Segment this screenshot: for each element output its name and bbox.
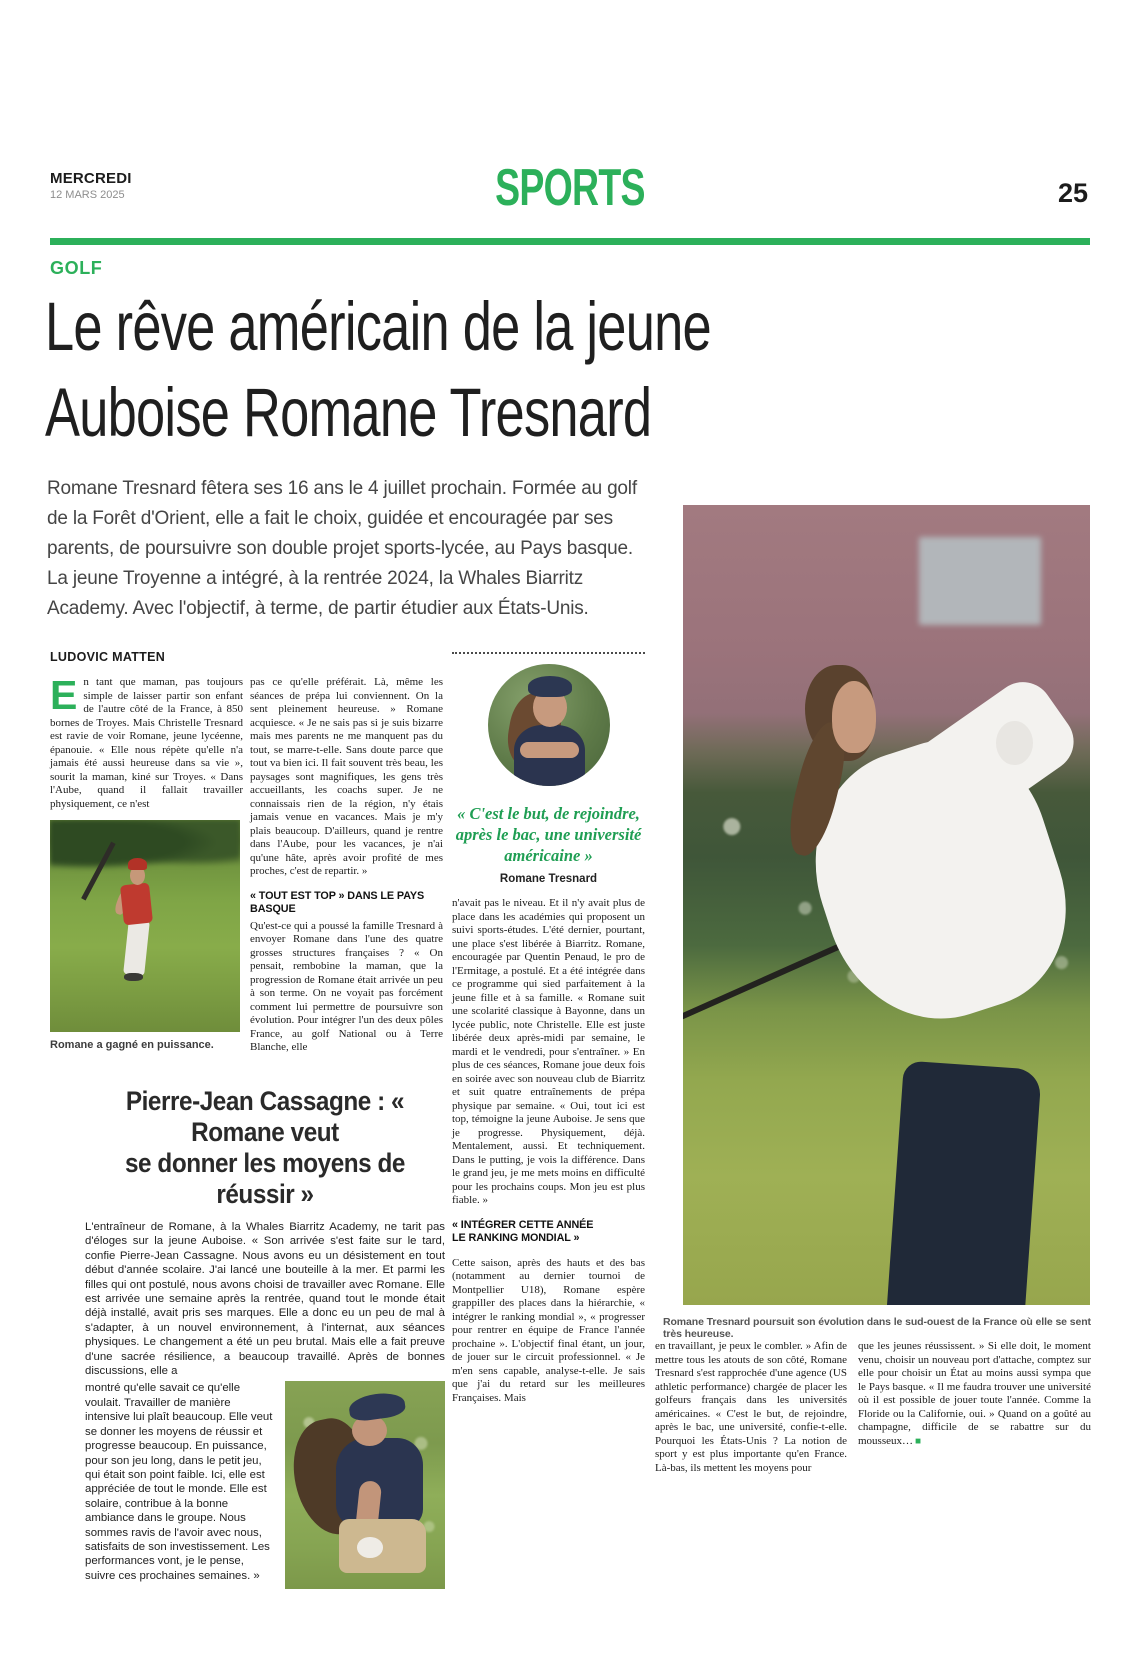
cap-shape — [528, 676, 572, 697]
box-paragraph: L'entraîneur de Romane, à la Whales Biarritz Academy, ne tarit pas d'éloges sur la jeune Auboise. « Son arrivée s'est faite sur le tard, confie Pierre-Jean Cassagne. Nous avons eu un désistement en tout début d'année scolaire. J'ai lancé une bouteille à la mer. Et parmi les filles qui ont postulé, nous avons choisi de travailler avec Romane. Elle est arrivée une semaine après la rentrée, quand tout le monde était déjà installé, avait pris ses marques. Elle a donc eu un peu de mal à s'adapter, à un nouvel environnement, à l'internat, aux séances physiques. Le changement a été un peu brutal. Mais elle a fait preuve d'une sacrée résilience, a beaucoup travaillé. Après de bonnes discussions, elle a — [85, 1221, 445, 1378]
glove-shape — [357, 1537, 383, 1558]
face-shape — [832, 681, 877, 753]
box-row — [85, 1381, 445, 1589]
body-paragraph: n'avait pas le niveau. Et il n'y avait plus de place dans les académies qui proposent un suivi sports-études. L'été dernier, pourtant, une place s'est libérée à Biarritz. Romane, encouragée par Quentin Penaud, le pro de l'Ermitage, a postulé. Et a été intégrée dans ce programme qui sied parfaitement à la jeune fille et à sa famille. « Romane suit une scolarité classique à Bayonne, dans un lycée public, note Christelle. Elle est juste libérée deux après-midi par semaine, le mardi et le vendredi, pour s'entraîner. » En plus de ces séances, Romane joue deux fois en soirée avec son nouveau club de Biarritz et suit quatre entraînements de prépa physique par semaine. « Oui, tout ici est top, témoigne la jeune Auboise. Je sens que je progresse. Physiquement, déjà. Mentalement, aussi. Et techniquement. Dans le putting, je vois la différence. Dans le grand jeu, je me mets moins en difficulté pour les prochains coups. Mon jeu est plus fiable. » — [452, 897, 645, 1206]
green-rule — [50, 238, 1090, 245]
body-paragraph: En tant que maman, pas toujours simple de laisser partir son enfant de l'autre côté de la France, à 850 bornes de Troyes. Mais Christelle Tresnard est ravie de voir Romane, jeune lycéenne, épanouie. « Elle nous répète qu'elle n'a jamais été aussi heureuse dans sa vie », sourit la maman, kiné sur Troyes. « Dans l'Aube, quand il fallait travailler physiquement, ce n'est — [50, 672, 243, 810]
column-4 — [655, 1340, 847, 1475]
red-top-shape — [120, 882, 153, 925]
body-paragraph: pas ce qu'elle préférait. Là, même les séances de prépa lui conviennent. On la sent pleinement heureuse. » Romane acquiesce. « Je ne sais pas si je suis bizarre mais mes parents ne me manquent pas du tout, se marre-t-elle. Sans doute parce que tout va bien ici. Il fait souvent très beau, les paysages sont magnifiques, les gens très accueillants, les coachs super. Je ne connaissais rien de la région, n'y étais jamais venue en vacances. Mais je m'y plais beaucoup. D'ailleurs, quand je rentre dans l'Aube, pour les vacances, je n'ai qu'une hâte, après avoir profité de mes proches, c'est de repartir. » — [250, 676, 443, 877]
masthead-date: 12 MARS 2025 — [50, 189, 125, 201]
article-headline — [45, 284, 921, 456]
subhead-tout-est-top: « TOUT EST TOP » DANS LE PAYS BASQUE — [250, 889, 425, 915]
photo-romane-swing — [50, 820, 240, 1032]
dotted-separator — [452, 652, 645, 654]
end-mark-icon: ■ — [915, 1435, 922, 1447]
window-shape — [919, 537, 1041, 625]
box-headline: Pierre-Jean Cassagne : « Romane veut se donner les moyens de réussir » — [124, 1086, 406, 1209]
pants-shape — [886, 1060, 1042, 1305]
headline-line1: Le rêve américain de la jeune — [45, 288, 711, 365]
subhead-ranking: « INTÉGRER CETTE ANNÉE LE RANKING MONDIAL » — [452, 1218, 594, 1244]
glove-shape — [996, 721, 1033, 765]
article-lede: Romane Tresnard fêtera ses 16 ans le 4 juillet prochain. Formée au golf de la Forêt d'Orient, elle a fait le choix, guidée et encouragée par ses parents, de poursuivre son double projet sports-lycée, au Pays basque. La jeune Troyenne a intégré, à la rentrée 2024, la Whales Biarritz Academy. Avec l'objectif, à terme, de partir étudier aux États-Unis. — [47, 478, 637, 619]
page-number: 25 — [1057, 178, 1088, 208]
column-5 — [858, 1340, 1091, 1448]
pull-quote-attribution: Romane Tresnard — [499, 873, 598, 885]
photo-main-swing — [683, 505, 1090, 1305]
headline-line2: Auboise Romane Tresnard — [45, 374, 652, 451]
body-paragraph: que les jeunes réussissent. » Si elle doit, le moment venu, choisir un nouveau port d'attache, comptez sur elle pour choisir un État au moins aussi sympa que le Pays basque. « Il me faudra trouver une université où il est possible de jouer toute l'année. Comme la Floride ou la Californie, oui. » Quand on a goûté au champagne, difficile de se rabattre sur du mousseux… ■ — [858, 1340, 1091, 1447]
body-paragraph: Qu'est-ce qui a poussé la famille Tresnard à envoyer Romane dans l'une des quatre grosses structures françaises ? « On pensait, rembobine la maman, que la progression de Romane était arrivée un peu à son terme. On ne voyait pas forcément comment lui permettre de poursuivre son évolution. Pour intégrer l'un des deux pôles France, au golf National ou à Terre Blanche, elle — [250, 919, 443, 1053]
byline: LUDOVIC MATTEN — [50, 650, 166, 664]
arms-shape — [520, 742, 579, 758]
shoe-shape — [124, 973, 143, 981]
cap-shape — [128, 858, 147, 870]
column-2 — [250, 676, 443, 1055]
photo-main-caption: Romane Tresnard poursuit son évolution dans le sud-ouest de la France où elle se sent très heureuse. — [663, 1316, 1091, 1340]
masthead-day: MERCREDI — [50, 170, 132, 187]
column-3 — [452, 652, 645, 1405]
photo-putting — [285, 1381, 445, 1589]
rubric-golf: GOLF — [50, 258, 103, 278]
body-paragraph: en travaillant, je peux le combler. » Afin de mettre tous les atouts de son côté, Romane Tresnard s'est rapprochée d'une agence (US athletic performance) chargée de placer les golfeurs français dans les universités américaines. « C'est le but, de rejoindre, après le bac, une université, confie-t-elle. Pourquoi les États-Unis ? La notion de sport y est plus importante qu'en France. Là-bas, ils mettent les moyens pour — [655, 1340, 847, 1474]
pants-shape — [123, 919, 150, 976]
section-title: SPORTS — [495, 159, 645, 217]
pull-quote: « C'est le but, de rejoindre, après le bac, une université américaine » — [455, 804, 642, 865]
polo-shape — [336, 1438, 422, 1527]
box-paragraph: montré qu'elle savait ce qu'elle voulait. Travailler de manière intensive lui plaît beaucoup. Elle veut se donner les moyens de réussir et progresse beaucoup. En puissance, pour son jeu long, dans le petit jeu, qui était son point faible. Ici, elle est appréciée de tout le monde. Elle est solaire, contribue à la bonne ambiance dans le groupe. Nous sommes ravis de l'avoir avec nous, satisfaits de son investissement. Les performances vont, je le pense, suivre ces prochaines semaines. » — [85, 1382, 273, 1582]
cassagne-box — [85, 1086, 445, 1589]
photo-left-caption: Romane a gagné en puissance. — [50, 1039, 214, 1051]
photo-portrait-round — [488, 664, 610, 786]
column-1 — [50, 672, 243, 1051]
portrait-wrap — [452, 664, 645, 791]
drop-cap: E — [50, 672, 78, 718]
body-paragraph: Cette saison, après des hauts et des bas (notamment au dernier tournoi de Montpellier U18), Romane espère grappiller des places dans la hiérarchie, « intégrer le ranking mondial », « progresser pour rentrer en équipe de France l'année prochaine ». L'objectif final étant, un jour, de jouer sur le circuit professionnel. « Je m'en sens capable, analyse-t-elle. Je sais que j'ai du retard sur les meilleures Françaises. Mais — [452, 1256, 645, 1404]
